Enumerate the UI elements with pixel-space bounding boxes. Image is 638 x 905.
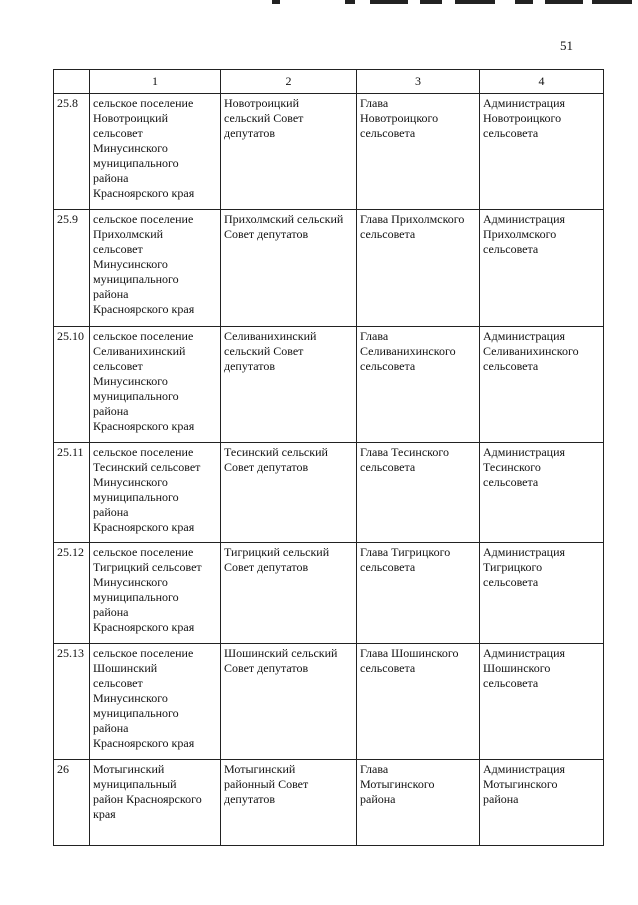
council-cell: Тесинский сельский Совет депутатов [221,443,357,543]
scan-artifact [370,0,408,4]
municipality-cell: сельское поселение Прихолмский сельсовет Минусинского муниципального района Красноярского края [90,210,221,327]
municipality-cell: сельское поселение Шошинский сельсовет Минусинского муниципального района Красноярского края [90,644,221,760]
council-cell: Прихолмский сельский Совет депутатов [221,210,357,327]
scan-artifact [420,0,442,4]
administration-cell: Администрация Шошинского сельсовета [480,644,604,760]
council-cell: Селиванихинский сельский Совет депутатов [221,327,357,443]
scan-artifact [455,0,495,4]
council-cell: Шошинский сельский Совет депутатов [221,644,357,760]
scan-artifact [272,0,280,4]
row-number-cell: 25.10 [54,327,90,443]
header-cell-num [54,70,90,94]
table-row [54,210,604,327]
council-cell: Мотыгинский районный Совет депутатов [221,760,357,846]
scan-artifact [592,0,632,4]
row-number-cell: 25.9 [54,210,90,327]
municipality-cell: сельское поселение Тигрицкий сельсовет Минусинского муниципального района Красноярского края [90,543,221,644]
header-cell-4: 4 [480,70,604,94]
table-row [54,760,604,846]
row-number-cell: 26 [54,760,90,846]
header-cell-3: 3 [357,70,480,94]
head-cell: Глава Шошинского сельсовета [357,644,480,760]
administration-cell: Администрация Прихолмского сельсовета [480,210,604,327]
administration-cell: Администрация Тигрицкого сельсовета [480,543,604,644]
municipality-cell: сельское поселение Селиванихинский сельсовет Минусинского муниципального района Красноярского края [90,327,221,443]
scan-artifact [515,0,533,4]
administration-cell: Администрация Селиванихинского сельсовета [480,327,604,443]
table-row [54,443,604,543]
head-cell: Глава Селиванихинского сельсовета [357,327,480,443]
council-cell: Новотроицкий сельский Совет депутатов [221,94,357,210]
municipality-cell: Мотыгинский муниципальный район Красноярского края [90,760,221,846]
table-row [54,543,604,644]
scan-artifact [545,0,583,4]
head-cell: Глава Прихолмского сельсовета [357,210,480,327]
head-cell: Глава Новотроицкого сельсовета [357,94,480,210]
table-row [54,94,604,210]
row-number-cell: 25.8 [54,94,90,210]
row-number-cell: 25.11 [54,443,90,543]
table-header-row [54,70,604,94]
municipality-cell: сельское поселение Новотроицкий сельсовет Минусинского муниципального района Красноярского края [90,94,221,210]
head-cell: Глава Тигрицкого сельсовета [357,543,480,644]
administration-cell: Администрация Мотыгинского района [480,760,604,846]
municipality-cell: сельское поселение Тесинский сельсовет Минусинского муниципального района Красноярского края [90,443,221,543]
table-row [54,644,604,760]
page-number: 51 [560,38,573,53]
scan-artifact [345,0,355,4]
header-cell-2: 2 [221,70,357,94]
document-table [53,69,604,846]
administration-cell: Администрация Тесинского сельсовета [480,443,604,543]
row-number-cell: 25.13 [54,644,90,760]
header-cell-1: 1 [90,70,221,94]
administration-cell: Администрация Новотроицкого сельсовета [480,94,604,210]
head-cell: Глава Мотыгинского района [357,760,480,846]
head-cell: Глава Тесинского сельсовета [357,443,480,543]
row-number-cell: 25.12 [54,543,90,644]
council-cell: Тигрицкий сельский Совет депутатов [221,543,357,644]
table-row [54,327,604,443]
